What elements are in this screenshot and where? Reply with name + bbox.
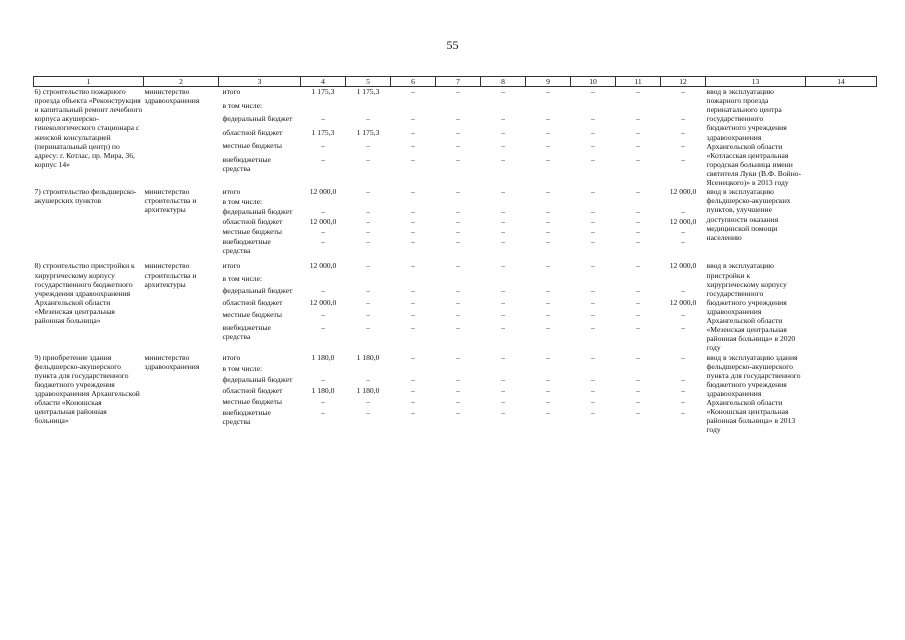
funding-source: областной бюджет [222,298,283,308]
funding-source: итого [222,261,241,271]
funding-value: – [681,374,685,384]
funding-value: 1 175,3 [356,127,380,137]
executor: министерство здравоохранения [144,352,200,371]
funding-value: – [636,207,640,217]
funding-value: – [456,285,460,295]
funding-value [301,274,346,286]
funding-value: – [591,217,595,227]
funding-value: – [681,227,685,237]
funding-value: – [456,207,460,217]
funding-value: – [636,322,640,332]
funding-source: областной бюджет [222,217,283,227]
measure-description: 6) строительство пожарного проезда объекта «Реконструкция и капитальный ремонт лечебного корпуса акушерско-гинекологического стационара с женской консультацией (перинатальный центр) по адресу: г. Котлас, пр. Мира, 36, корпус 14» [34,87,143,169]
funding-value: 12 000,0 [309,261,337,271]
funding-value: – [681,141,685,151]
funding-value: – [591,154,595,164]
funding-value: – [501,227,505,237]
column-number-header: 4 [301,77,346,87]
funding-value: – [591,374,595,384]
funding-value: – [501,154,505,164]
program-table [33,76,877,435]
funding-value: – [366,298,370,308]
funding-value: 1 180,0 [311,385,335,395]
funding-value: – [501,87,505,96]
funding-value: – [636,227,640,237]
funding-value [571,364,616,375]
funding-value: – [546,141,550,151]
executor: министерство строительства и архитектуры [144,187,197,215]
funding-value: – [546,385,550,395]
funding-value: – [636,141,640,151]
funding-value: – [366,322,370,332]
funding-value: – [501,237,505,247]
funding-value [616,364,661,375]
column-number-header: 9 [526,77,571,87]
funding-value: – [501,217,505,227]
funding-value: 12 000,0 [309,298,337,308]
funding-value [436,274,481,286]
funding-value: – [501,285,505,295]
funding-value: – [501,207,505,217]
funding-value: – [366,207,370,217]
funding-value [346,274,391,286]
funding-value: – [321,207,325,217]
funding-value: – [591,227,595,237]
funding-value: – [321,322,325,332]
note-cell [806,353,877,435]
funding-value: – [636,385,640,395]
funding-value: – [591,285,595,295]
funding-value: – [546,285,550,295]
funding-value: – [456,310,460,320]
column-number-header: 2 [144,77,219,87]
expected-result: ввод в эксплуатацию фельдшерско-акушерских пунктов, улучшение доступности оказания медицинской помощи населению [706,187,791,242]
funding-value: – [411,141,415,151]
funding-value: – [411,285,415,295]
funding-value: – [546,396,550,406]
funding-value: – [366,407,370,417]
funding-value: – [681,322,685,332]
funding-value [436,197,481,207]
funding-value: – [411,298,415,308]
funding-value [526,274,571,286]
measure-description: 9) приобретение здания фельдшерско-акушерского пункта для государственного бюджетного учреждения здравоохранения Архангельской области «Коношская центральная районная больница» [34,352,140,426]
funding-value: – [501,114,505,124]
funding-value: – [321,237,325,247]
funding-value: – [546,237,550,247]
funding-value: – [591,298,595,308]
funding-value: 1 175,3 [356,87,380,96]
funding-value: – [411,87,415,96]
column-number-header: 6 [391,77,436,87]
funding-value [346,101,391,114]
funding-value: – [546,207,550,217]
funding-value: – [591,310,595,320]
funding-value: – [456,261,460,271]
funding-value: – [636,187,640,197]
funding-value: – [636,352,640,362]
funding-source: областной бюджет [222,385,283,395]
funding-value: – [366,141,370,151]
funding-source: местные бюджеты [222,141,282,151]
funding-value: – [681,352,685,362]
column-number-header: 11 [616,77,661,87]
funding-value: – [636,261,640,271]
funding-value: – [636,154,640,164]
funding-source: местные бюджеты [222,227,282,237]
funding-value: – [321,285,325,295]
funding-value: – [591,87,595,96]
funding-value: – [456,154,460,164]
funding-source: федеральный бюджет [222,374,293,384]
funding-value [346,364,391,375]
funding-source: внебюджетные средства [222,237,271,256]
funding-value [661,197,706,207]
funding-value [301,197,346,207]
funding-value: – [456,127,460,137]
funding-value: – [546,114,550,124]
funding-value: – [411,407,415,417]
funding-value: 1 180,0 [311,352,335,362]
table-row [34,187,877,197]
funding-value: – [321,374,325,384]
funding-source: итого [222,187,241,197]
funding-value: – [546,154,550,164]
funding-value [391,101,436,114]
funding-value: – [411,261,415,271]
funding-value: – [591,207,595,217]
funding-value: – [366,261,370,271]
funding-value: – [501,385,505,395]
funding-value: – [681,310,685,320]
funding-value: – [411,374,415,384]
funding-source: в том числе: [222,100,263,110]
funding-value: – [366,285,370,295]
funding-value [301,101,346,114]
funding-source: внебюджетные средства [222,154,271,173]
expected-result: ввод в эксплуатацию пристройки к хирургическому корпусу государственного бюджетного учреждения здравоохранения Архангельской области «Мезенская центральная районная больница» в 2020 году [706,261,796,353]
column-number-header: 10 [571,77,616,87]
funding-value [661,274,706,286]
funding-value: – [456,385,460,395]
funding-value [436,101,481,114]
funding-value: – [681,114,685,124]
funding-value: – [546,87,550,96]
funding-value: – [456,322,460,332]
funding-value [661,364,706,375]
column-number-header: 7 [436,77,481,87]
funding-value: – [456,352,460,362]
funding-value [616,101,661,114]
funding-value: – [501,141,505,151]
funding-value [481,197,526,207]
funding-source: областной бюджет [222,127,283,137]
funding-value: – [681,237,685,247]
funding-value: – [366,310,370,320]
funding-value: – [546,261,550,271]
table-row [34,87,877,101]
column-number-header: 12 [661,77,706,87]
funding-value: – [681,207,685,217]
funding-value: – [546,352,550,362]
funding-value: – [636,407,640,417]
funding-value [526,364,571,375]
funding-value [571,197,616,207]
note-cell [806,187,877,261]
funding-value: – [501,261,505,271]
funding-value: – [501,298,505,308]
funding-value: – [456,217,460,227]
funding-value: – [411,127,415,137]
funding-value: – [501,322,505,332]
measure-description: 7) строительство фельдшерско-акушерских пунктов [34,187,137,206]
funding-value: – [501,187,505,197]
funding-value: – [636,310,640,320]
funding-value: 12 000,0 [309,187,337,197]
funding-value [616,197,661,207]
funding-value: – [321,396,325,406]
funding-value: – [636,298,640,308]
funding-value: – [546,322,550,332]
funding-value: – [456,187,460,197]
funding-value: – [591,237,595,247]
funding-value: – [591,322,595,332]
column-number-header: 5 [346,77,391,87]
funding-value [346,197,391,207]
funding-value: – [681,385,685,395]
funding-value: 12 000,0 [669,187,697,197]
funding-value: – [411,207,415,217]
expected-result: ввод в эксплуатацию здания фельдшерско-акушерского пункта для государственного бюджетного учреждения здравоохранения Архангельской области «Коношская центральная районная больница» в 2013 году [706,352,801,435]
funding-value: – [636,127,640,137]
funding-value: – [636,285,640,295]
group-spacer [219,345,706,352]
funding-source: внебюджетные средства [222,322,271,341]
funding-value: 12 000,0 [669,261,697,271]
funding-value: 12 000,0 [669,298,697,308]
funding-value: – [591,407,595,417]
funding-value [481,364,526,375]
funding-value: – [366,187,370,197]
funding-value: – [591,114,595,124]
funding-value: – [456,237,460,247]
funding-value: – [546,310,550,320]
funding-value: 1 175,3 [311,127,335,137]
funding-value [391,274,436,286]
funding-value: – [366,227,370,237]
funding-value: – [366,374,370,384]
funding-value: – [456,141,460,151]
funding-value: – [321,114,325,124]
funding-value [436,364,481,375]
funding-value: – [366,114,370,124]
funding-source: в том числе: [222,197,263,207]
funding-value: – [636,217,640,227]
column-number-header: 13 [706,77,806,87]
column-number-header: 1 [34,77,144,87]
funding-value: – [411,237,415,247]
funding-value: – [456,407,460,417]
funding-value: – [546,374,550,384]
executor: министерство строительства и архитектуры [144,261,197,289]
funding-value: – [591,385,595,395]
funding-value: – [411,396,415,406]
funding-value [571,101,616,114]
funding-value: – [366,237,370,247]
funding-value: 1 180,0 [356,352,380,362]
funding-value: – [546,217,550,227]
funding-value: – [546,227,550,237]
funding-source: в том числе: [222,363,263,373]
funding-value [391,364,436,375]
funding-value: – [411,352,415,362]
funding-value [526,101,571,114]
funding-value: – [681,127,685,137]
funding-value: – [456,87,460,96]
funding-source: федеральный бюджет [222,207,293,217]
funding-value: – [636,114,640,124]
funding-value: – [456,227,460,237]
funding-value [391,197,436,207]
funding-value: – [456,374,460,384]
funding-source: в том числе: [222,273,263,283]
funding-value: – [321,154,325,164]
funding-value: 1 175,3 [311,87,335,96]
funding-value: – [456,114,460,124]
funding-source: местные бюджеты [222,310,282,320]
funding-value [571,274,616,286]
funding-value: – [411,114,415,124]
funding-value: – [591,141,595,151]
funding-source: местные бюджеты [222,396,282,406]
expected-result: ввод в эксплуатацию пожарного проезда перинатального центра государственного бюджетного учреждения здравоохранения Архангельской области «Котласская центральная городская больница имени святителя Луки (В.Ф. Войно-Ясенецкого)» в 2013 году [706,87,802,188]
funding-value: – [546,187,550,197]
funding-value: – [411,187,415,197]
funding-value: – [501,127,505,137]
funding-value [616,274,661,286]
funding-value: – [456,298,460,308]
funding-value: – [456,396,460,406]
funding-value: – [636,237,640,247]
column-number-header: 14 [806,77,877,87]
funding-value [661,101,706,114]
funding-value: – [501,310,505,320]
funding-value: – [591,261,595,271]
column-number-header: 8 [481,77,526,87]
funding-value: – [501,374,505,384]
funding-value: – [321,407,325,417]
group-spacer [219,428,706,435]
funding-value: – [501,396,505,406]
funding-value: 12 000,0 [309,217,337,227]
measure-description: 8) строительство пристройки к хирургическому корпусу государственного бюджетного учреждения здравоохранения Архангельской области «Мезенская центральная районная больница» [34,261,135,326]
funding-value: 12 000,0 [669,217,697,227]
note-cell [806,261,877,352]
funding-source: внебюджетные средства [222,407,271,426]
funding-value: – [636,87,640,96]
funding-value: – [681,154,685,164]
funding-value: – [681,87,685,96]
column-number-row [34,77,877,87]
funding-value: – [546,298,550,308]
funding-value: – [321,141,325,151]
funding-value: – [411,310,415,320]
funding-value: – [501,352,505,362]
funding-value [481,101,526,114]
page-number: 55 [446,38,459,52]
table-row [34,261,877,273]
funding-value: – [366,396,370,406]
funding-value: – [411,217,415,227]
funding-source: федеральный бюджет [222,285,293,295]
funding-value: 1 180,0 [356,385,380,395]
funding-value: – [546,127,550,137]
funding-value: – [591,187,595,197]
funding-value: – [411,227,415,237]
funding-value: – [501,407,505,417]
funding-value: – [411,154,415,164]
funding-value: – [636,396,640,406]
funding-value: – [636,374,640,384]
funding-value: – [366,154,370,164]
funding-value: – [681,396,685,406]
funding-value: – [681,285,685,295]
column-number-header: 3 [219,77,301,87]
table-row [34,353,877,364]
note-cell [806,87,877,188]
funding-source: итого [222,352,241,362]
funding-value [481,274,526,286]
funding-value: – [411,385,415,395]
funding-value: – [591,396,595,406]
funding-source: федеральный бюджет [222,114,293,124]
funding-value: – [591,127,595,137]
funding-value: – [366,217,370,227]
funding-source: итого [222,87,241,96]
funding-value [526,197,571,207]
funding-value: – [546,407,550,417]
group-spacer [219,179,706,187]
funding-value: – [321,310,325,320]
funding-value: – [411,322,415,332]
funding-value: – [321,227,325,237]
funding-value: – [681,407,685,417]
funding-value: – [591,352,595,362]
funding-value [301,364,346,375]
executor: министерство здравоохранения [144,87,200,106]
